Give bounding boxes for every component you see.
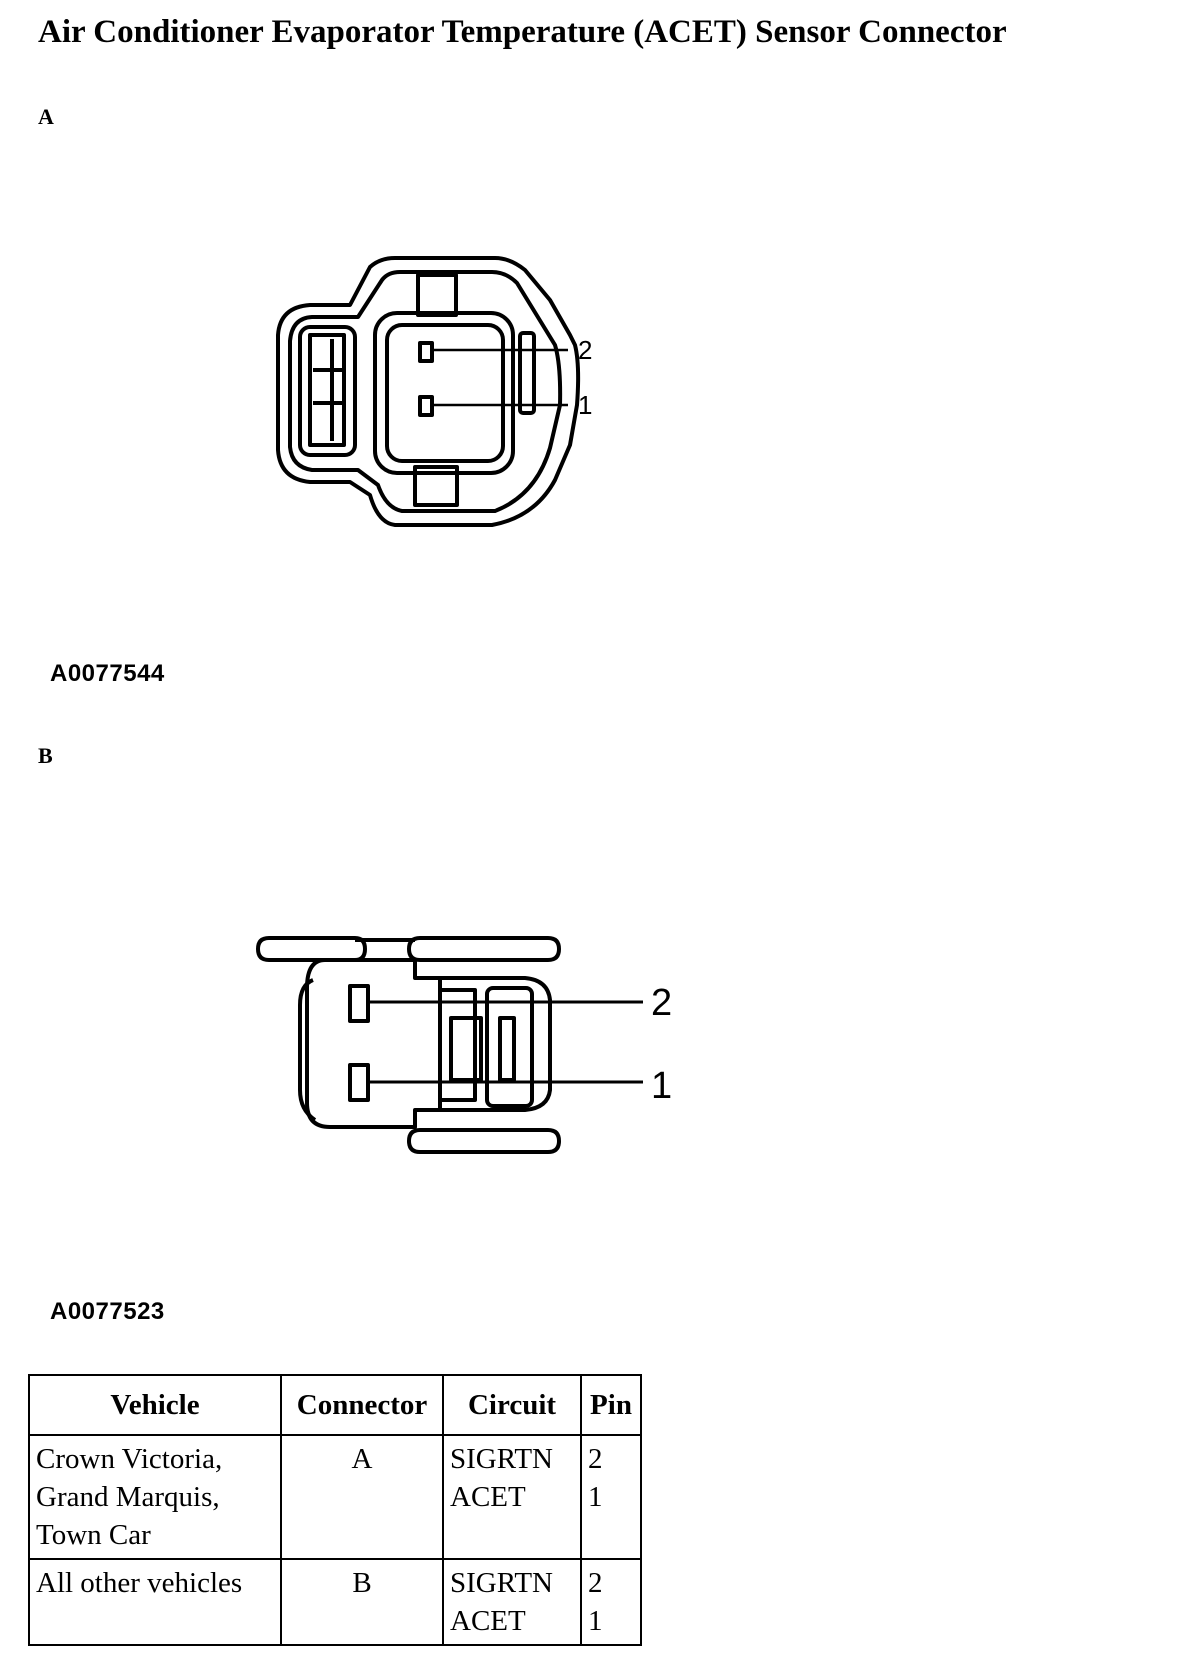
connector-b-pin-2-label: 2 xyxy=(651,982,673,1024)
header-pin: Pin xyxy=(581,1375,641,1435)
connector-b-pin-1-label: 1 xyxy=(651,1065,673,1107)
table-row xyxy=(29,1559,641,1645)
header-connector: Connector xyxy=(281,1375,443,1435)
table-header-row xyxy=(29,1375,641,1435)
circuit-line: ACET xyxy=(450,1481,526,1513)
connector-a-diagram xyxy=(270,255,650,540)
connector-b-diagram xyxy=(255,930,725,1160)
pin-line: 1 xyxy=(588,1481,603,1513)
page-title: Air Conditioner Evaporator Temperature (ACET) Sensor Connector xyxy=(38,14,1007,50)
circuit-cell xyxy=(443,1559,581,1645)
connector-cell: B xyxy=(281,1559,443,1645)
pin-cell xyxy=(581,1435,641,1559)
pin-line: 2 xyxy=(588,1443,603,1475)
header-vehicle: Vehicle xyxy=(29,1375,281,1435)
header-circuit: Circuit xyxy=(443,1375,581,1435)
pin-line: 1 xyxy=(588,1605,603,1637)
pin-cell xyxy=(581,1559,641,1645)
vehicle-line: Town Car xyxy=(36,1519,151,1551)
circuit-line: SIGRTN xyxy=(450,1443,553,1475)
figure-b-label: B xyxy=(38,743,53,768)
circuit-line: SIGRTN xyxy=(450,1567,553,1599)
vehicle-line: Crown Victoria, xyxy=(36,1443,223,1475)
vehicle-cell xyxy=(29,1559,281,1645)
figure-a-label: A xyxy=(38,104,54,129)
circuit-line: ACET xyxy=(450,1605,526,1637)
connector-pinout-table xyxy=(28,1374,642,1646)
vehicle-cell xyxy=(29,1435,281,1559)
vehicle-line: All other vehicles xyxy=(36,1567,243,1599)
connector-cell: A xyxy=(281,1435,443,1559)
figure-a-image-id: A0077544 xyxy=(50,660,165,687)
connector-a-pin-2-label: 2 xyxy=(578,335,593,365)
connector-a-pin-1-label: 1 xyxy=(578,390,593,420)
figure-b-image-id: A0077523 xyxy=(50,1298,165,1325)
vehicle-line: Grand Marquis, xyxy=(36,1481,220,1513)
circuit-cell xyxy=(443,1435,581,1559)
pin-line: 2 xyxy=(588,1567,603,1599)
table-row xyxy=(29,1435,641,1559)
